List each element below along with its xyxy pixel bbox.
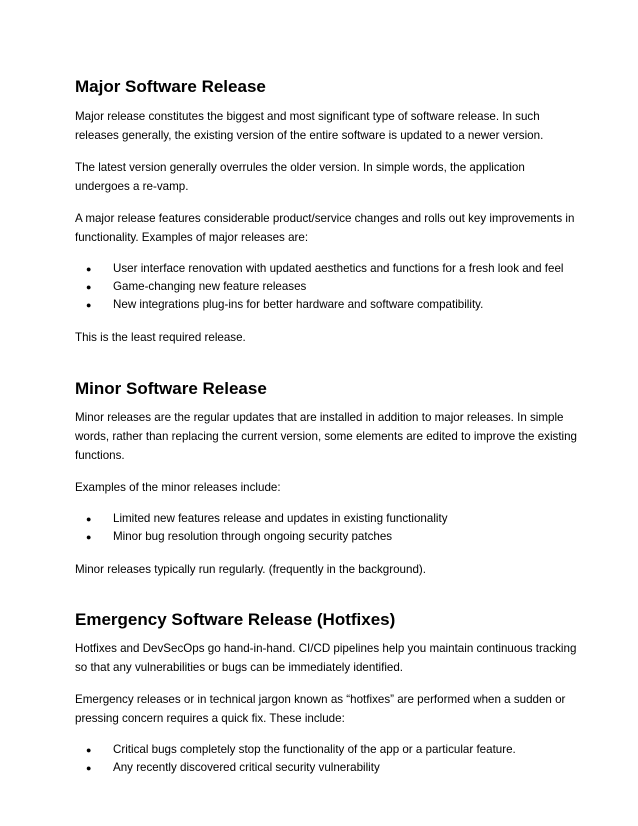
- paragraph: Minor releases are the regular updates that are installed in addition to major releases. In simple words, rather than replacing the current version, some elements are edited to improve the existing functions.: [75, 411, 578, 462]
- list-item: [75, 278, 578, 296]
- bullet-list-major: [75, 260, 578, 314]
- list-item: [75, 260, 578, 278]
- list-item: [75, 528, 578, 546]
- bullet-icon: ●: [86, 532, 92, 542]
- list-item-text: Any recently discovered critical security vulnerability: [113, 761, 380, 774]
- paragraph: A major release features considerable product/service changes and rolls out key improvements in functionality. Examples of major releases are:: [75, 212, 575, 244]
- list-item: [75, 741, 578, 759]
- list-item-text: Critical bugs completely stop the functionality of the app or a particular feature.: [113, 743, 516, 756]
- bullet-icon: ●: [86, 763, 92, 773]
- section-heading-emergency: Emergency Software Release (Hotfixes): [75, 610, 396, 629]
- bullet-icon: ●: [86, 282, 92, 292]
- bullet-list-emergency: [75, 741, 578, 777]
- bullet-list-minor: [75, 510, 578, 546]
- paragraph: Minor releases typically run regularly. (frequently in the background).: [75, 563, 426, 576]
- paragraph: Major release constitutes the biggest and most significant type of software release. In such releases generally, the existing version of the entire software is updated to a newer version.: [75, 110, 544, 142]
- paragraph: Hotfixes and DevSecOps go hand-in-hand. CI/CD pipelines help you maintain continuous tracking so that any vulnerabilities or bugs can be immediately identified.: [75, 642, 577, 674]
- bullet-icon: ●: [86, 514, 92, 524]
- bullet-icon: ●: [86, 300, 92, 310]
- list-item: [75, 510, 578, 528]
- list-item-text: New integrations plug-ins for better hardware and software compatibility.: [113, 298, 484, 311]
- list-item-text: Limited new features release and updates in existing functionality: [113, 512, 448, 525]
- list-item-text: User interface renovation with updated aesthetics and functions for a fresh look and feel: [113, 262, 564, 275]
- list-item: [75, 296, 578, 314]
- paragraph: Examples of the minor releases include:: [75, 481, 281, 494]
- section-heading-major: Major Software Release: [75, 77, 266, 96]
- paragraph: This is the least required release.: [75, 331, 246, 344]
- section-heading-minor: Minor Software Release: [75, 379, 267, 398]
- list-item-text: Game-changing new feature releases: [113, 280, 307, 293]
- bullet-icon: ●: [86, 264, 92, 274]
- list-item-text: Minor bug resolution through ongoing security patches: [113, 530, 393, 543]
- list-item: [75, 759, 578, 777]
- paragraph: The latest version generally overrules the older version. In simple words, the application undergoes a re-vamp.: [75, 161, 525, 193]
- bullet-icon: ●: [86, 745, 92, 755]
- paragraph: Emergency releases or in technical jargon known as “hotfixes” are performed when a sudden or pressing concern requires a quick fix. These include:: [75, 693, 566, 725]
